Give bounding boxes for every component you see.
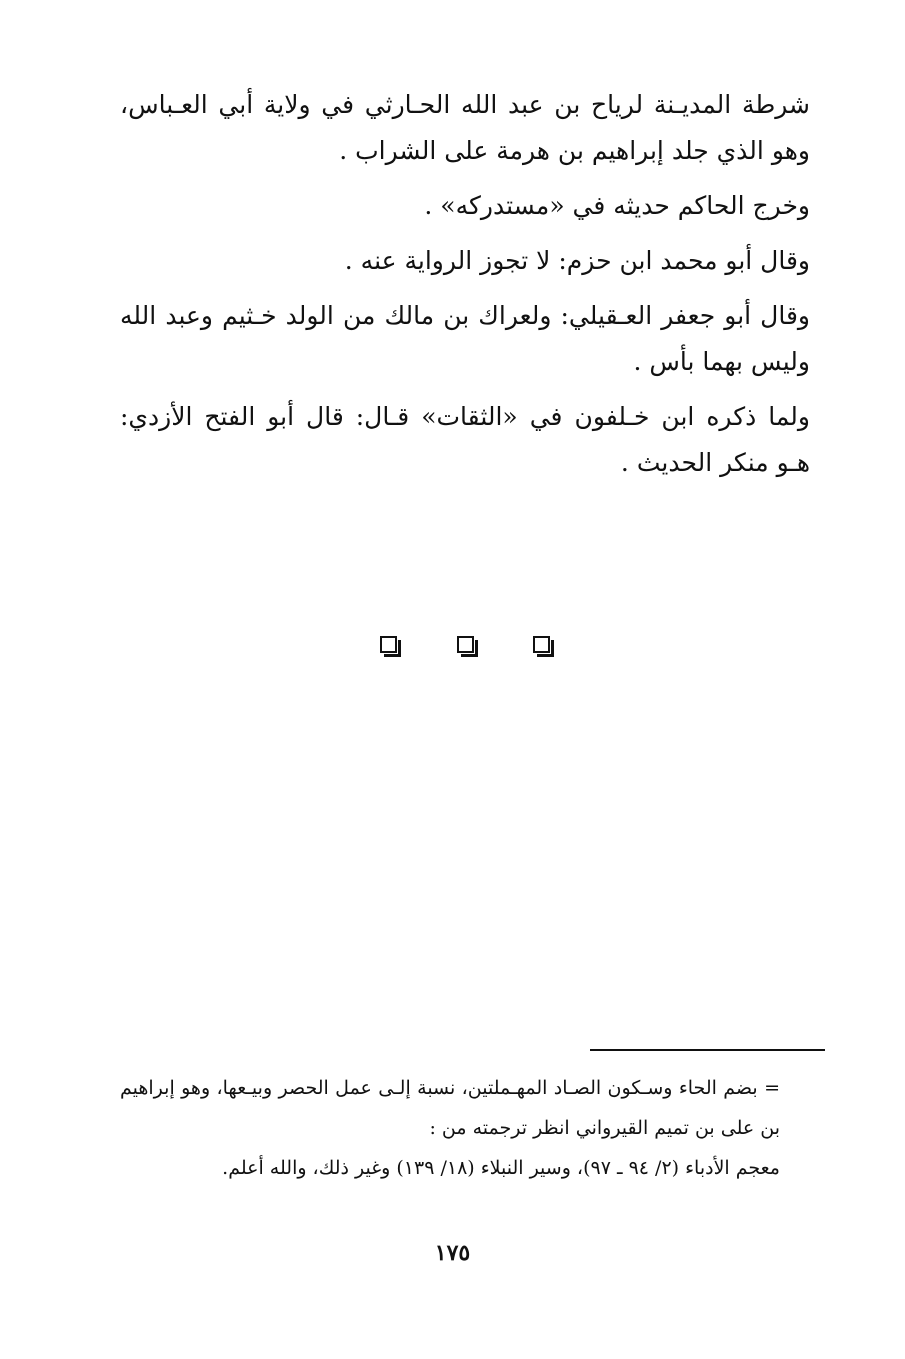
footnote: = بضم الحاء وسـكون الصـاد المهـملتين، نسبة إلـى عمل الحصر وبيـعها، وهو إبراهيم بن على بن تميم القيرواني انظر ترجمته من : <box>120 1077 780 1139</box>
page-number: ١٧٥ <box>434 1240 471 1266</box>
paragraph: وقال أبو محمد ابن حزم: لا تجوز الرواية عنه . <box>344 246 810 275</box>
square-ornament-icon <box>533 636 550 653</box>
square-ornament-icon <box>457 636 474 653</box>
paragraph: شرطة المديـنة لرياح بن عبد الله الحـارثي في ولاية أبي العـباس، وهو الذي جلد إبراهيم بن هرمة على الشراب . <box>120 90 810 165</box>
footnote-separator <box>590 1049 825 1051</box>
square-ornament-icon <box>380 636 397 653</box>
paragraph: وقال أبو جعفر العـقيلي: ولعراك بن مالك من الولد خـثيم وعبد الله وليس بهما بأس . <box>120 301 810 376</box>
footnote: معجم الأدباء (٢/ ٩٤ ـ ٩٧)، وسير النبلاء (١٨/ ١٣٩) وغير ذلك، والله أعلم. <box>222 1157 780 1179</box>
footnotes <box>120 1068 780 1188</box>
section-end-ornament <box>380 636 550 653</box>
paragraph: وخرج الحاكم حديثه في «مستدركه» . <box>424 191 810 220</box>
paragraph: ولما ذكره ابن خـلفون في «الثقات» قـال: قال أبو الفتح الأزدي: هـو منكر الحديث . <box>120 402 810 477</box>
main-text <box>120 82 810 495</box>
